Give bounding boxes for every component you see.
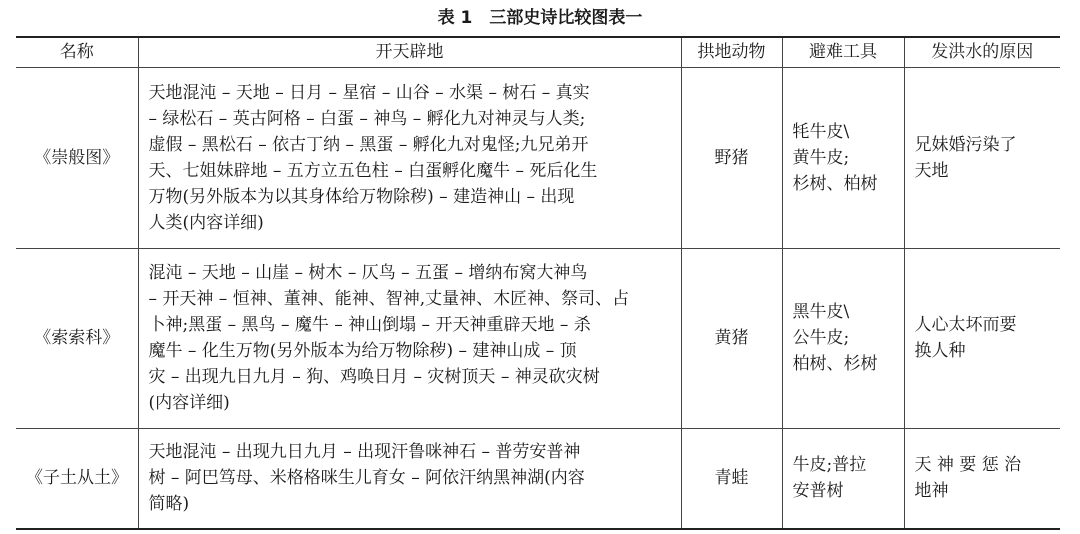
digging-animal: 黄猪	[681, 248, 782, 428]
story-line: 天、七姐妹辟地 – 五方立五色柱 – 白蛋孵化魔牛 – 死后化生	[148, 160, 598, 181]
story-line: 天地混沌 – 出现九日九月 – 出现汗鲁咪神石 – 普劳安普神	[148, 442, 581, 463]
tool-line: 牛皮;普拉	[792, 455, 867, 476]
story-line: 魔牛 – 化生万物(另外版本为给万物除秽) – 建神山成 – 顶	[148, 341, 577, 361]
tool-line: 柏树、杉树	[792, 354, 878, 374]
header-tool: 避难工具	[782, 37, 904, 67]
reason-line: 人心太坏而要	[914, 315, 1017, 335]
tool-line: 黄牛皮;	[792, 147, 850, 168]
comparison-table	[16, 36, 1060, 530]
tool-line: 杉树、柏树	[792, 173, 878, 194]
reason-line: 兄妹婚污染了	[914, 134, 1017, 155]
creation-story	[138, 67, 681, 248]
reason-line: 天 神 要 惩 治	[914, 455, 1022, 476]
creation-story	[138, 248, 681, 428]
story-line: (内容详细)	[148, 393, 230, 413]
epic-name: 《索索科》	[16, 248, 138, 428]
flood-reason	[904, 428, 1060, 529]
tool-line: 公牛皮;	[792, 328, 850, 348]
reason-line: 天地	[914, 160, 949, 181]
story-line: 混沌 – 天地 – 山崖 – 树木 – 仄鸟 – 五蛋 – 增纳布窝大神鸟	[148, 263, 588, 283]
table-row	[16, 428, 1060, 529]
story-line: 虚假 – 黑松石 – 依古丁纳 – 黑蛋 – 孵化九对鬼怪;九兄弟开	[148, 134, 589, 155]
header-animal: 拱地动物	[681, 37, 782, 67]
refuge-tool	[782, 248, 904, 428]
table-row	[16, 248, 1060, 428]
reason-line: 换人种	[914, 341, 966, 361]
refuge-tool	[782, 67, 904, 248]
story-line: 灾 – 出现九日九月 – 狗、鸡唤日月 – 灾树顶天 – 神灵砍灾树	[148, 367, 600, 387]
table-caption: 表 1 三部史诗比较图表一	[437, 8, 643, 28]
tool-line: 安普树	[792, 481, 844, 502]
tool-line: 黑牛皮\	[792, 302, 850, 322]
header-creation: 开天辟地	[138, 37, 681, 67]
creation-story	[138, 428, 681, 529]
story-line: 天地混沌 – 天地 – 日月 – 星宿 – 山谷 – 水渠 – 树石 – 真实	[148, 82, 590, 103]
story-line: 简略)	[148, 494, 190, 515]
table-row	[16, 67, 1060, 248]
header-name: 名称	[16, 37, 138, 67]
refuge-tool	[782, 428, 904, 529]
reason-line: 地神	[914, 481, 949, 502]
epic-name: 《子土从土》	[16, 428, 138, 529]
story-line: – 绿松石 – 英古阿格 – 白蛋 – 神鸟 – 孵化九对神灵与人类;	[148, 108, 586, 129]
header-flood-reason: 发洪水的原因	[904, 37, 1060, 67]
digging-animal: 青蛙	[681, 428, 782, 529]
story-line: – 开天神 – 恒神、董神、能神、智神,丈量神、木匠神、祭司、占	[148, 289, 630, 309]
story-line: 树 – 阿巴笃母、米格格咪生儿育女 – 阿依汗纳黑神湖(内容	[148, 468, 585, 489]
digging-animal: 野猪	[681, 67, 782, 248]
epic-name: 《崇般图》	[16, 67, 138, 248]
tool-line: 牦牛皮\	[792, 121, 850, 142]
story-line: 人类(内容详细)	[148, 212, 264, 233]
header-row	[16, 37, 1060, 67]
story-line: 万物(另外版本为以其身体给万物除秽) – 建造神山 – 出现	[148, 186, 575, 207]
flood-reason	[904, 67, 1060, 248]
flood-reason	[904, 248, 1060, 428]
story-line: 卜神;黑蛋 – 黑鸟 – 魔牛 – 神山倒塌 – 开天神重辟天地 – 杀	[148, 315, 591, 335]
